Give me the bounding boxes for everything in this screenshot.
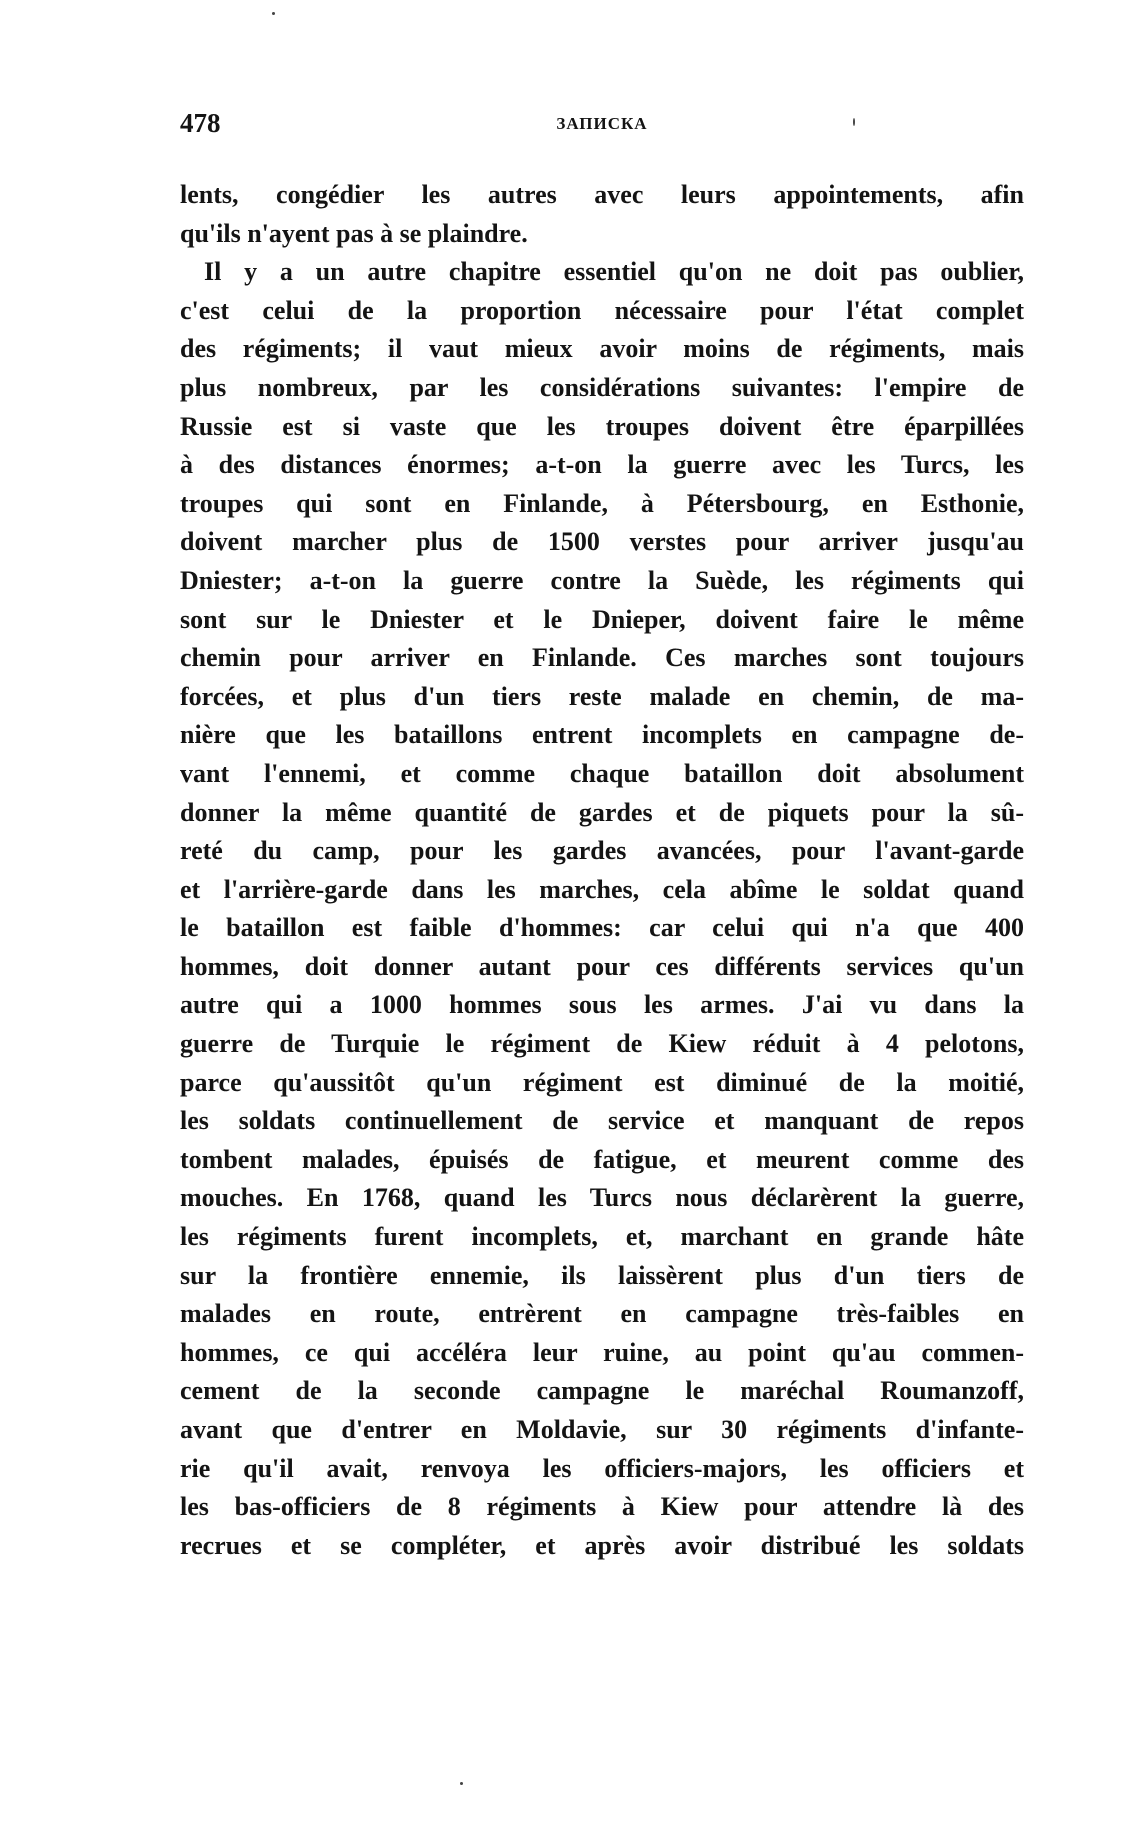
page-body-text <box>180 176 1024 1565</box>
text-line: autre qui a 1000 hommes sous les armes. J'ai vu dans la <box>180 990 1024 1020</box>
text-line: hommes, doit donner autant pour ces différents services qu'un <box>180 951 1024 981</box>
text-line: guerre de Turquie le régiment de Kiew réduit à 4 pelotons, <box>180 1029 1024 1059</box>
text-line: mouches. En 1768, quand les Turcs nous déclarèrent la guerre, <box>180 1183 1024 1213</box>
text-line: les soldats continuellement de service et manquant de repos <box>180 1106 1024 1136</box>
text-line: parce qu'aussitôt qu'un régiment est diminué de la moitié, <box>180 1067 1024 1097</box>
text-line: sur la frontière ennemie, ils laissèrent plus d'un tiers de <box>180 1260 1024 1290</box>
text-line: doivent marcher plus de 1500 verstes pour arriver jusqu'au <box>180 527 1024 557</box>
text-line: le bataillon est faible d'hommes: car celui qui n'a que 400 <box>180 913 1024 943</box>
text-line: les régiments furent incomplets, et, marchant en grande hâte <box>180 1222 1024 1252</box>
running-title: ЗАПИСКА <box>556 114 648 133</box>
scan-speck <box>272 12 275 15</box>
text-line: forcées, et plus d'un tiers reste malade en chemin, de ma- <box>180 681 1024 711</box>
text-line: c'est celui de la proportion nécessaire pour l'état complet <box>180 295 1024 325</box>
text-line: les bas-officiers de 8 régiments à Kiew pour attendre là des <box>180 1492 1024 1522</box>
text-line: Dniester; a-t-on la guerre contre la Suède, les régiments qui <box>180 565 1024 595</box>
text-line: troupes qui sont en Finlande, à Pétersbourg, en Esthonie, <box>180 488 1024 518</box>
text-line: à des distances énormes; a-t-on la guerre avec les Turcs, les <box>180 450 1024 480</box>
text-line: malades en route, entrèrent en campagne très-faibles en <box>180 1299 1024 1329</box>
text-line: recrues et se compléter, et après avoir distribué les soldats <box>180 1530 1024 1560</box>
text-line: vant l'ennemi, et comme chaque bataillon doit absolument <box>180 758 1024 788</box>
scan-speck <box>460 1782 463 1785</box>
text-line: hommes, ce qui accéléra leur ruine, au point qu'au commen- <box>180 1337 1024 1367</box>
text-line: cement de la seconde campagne le maréchal Roumanzoff, <box>180 1376 1024 1406</box>
text-line: des régiments; il vaut mieux avoir moins de régiments, mais <box>180 334 1024 364</box>
text-line: tombent malades, épuisés de fatigue, et meurent comme des <box>180 1144 1024 1174</box>
text-line: et l'arrière-garde dans les marches, cela abîme le soldat quand <box>180 874 1024 904</box>
page-number: 478 <box>180 108 221 138</box>
text-line: Il y a un autre chapitre essentiel qu'on ne doit pas oublier, <box>204 257 1024 287</box>
text-line: Russie est si vaste que les troupes doivent être éparpillées <box>180 411 1024 441</box>
text-line: rie qu'il avait, renvoya les officiers-majors, les officiers et <box>180 1453 1024 1483</box>
text-line: sont sur le Dniester et le Dnieper, doivent faire le même <box>180 604 1024 634</box>
text-line: reté du camp, pour les gardes avancées, pour l'avant-garde <box>180 836 1024 866</box>
text-line: donner la même quantité de gardes et de piquets pour la sû- <box>180 797 1024 827</box>
text-line: avant que d'entrer en Moldavie, sur 30 régiments d'infante- <box>180 1415 1024 1444</box>
text-line: lents, congédier les autres avec leurs appointements, afin <box>180 180 1024 209</box>
text-line: plus nombreux, par les considérations suivantes: l'empire de <box>180 372 1024 402</box>
text-line: nière que les bataillons entrent incomplets en campagne de- <box>180 720 1024 750</box>
scan-speck <box>853 118 855 126</box>
text-line: chemin pour arriver en Finlande. Ces marches sont toujours <box>180 643 1024 673</box>
text-line: qu'ils n'ayent pas à se plaindre. <box>180 218 528 248</box>
running-header <box>180 108 1024 148</box>
